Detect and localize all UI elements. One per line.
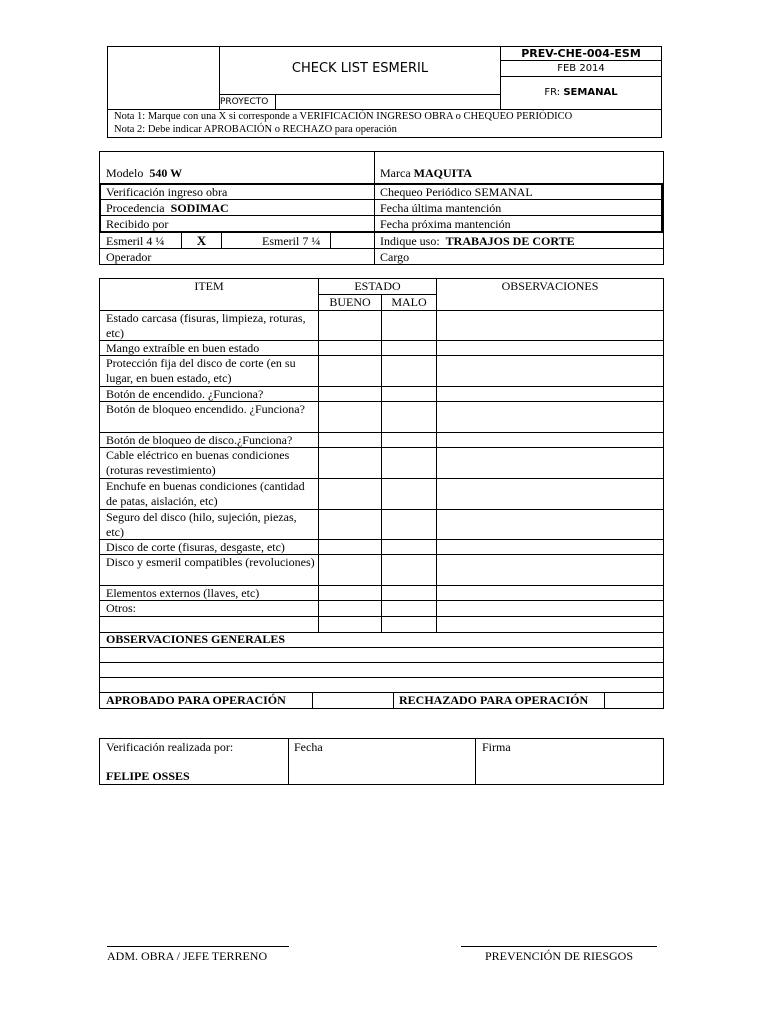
checklist-item-observaciones-cell[interactable] — [437, 341, 663, 355]
checklist-item-observaciones-cell[interactable] — [437, 387, 663, 401]
uso-label: Indique uso: — [380, 234, 440, 248]
checklist-item-observaciones-cell[interactable] — [437, 540, 663, 554]
signature-line-right — [461, 946, 657, 947]
page-title: CHECK LIST ESMERIL — [291, 61, 429, 76]
fecha-label: Fecha — [294, 740, 323, 754]
checklist-item-observaciones-cell[interactable] — [437, 479, 663, 509]
checklist-item-label: Cable eléctrico en buenas condiciones (roturas revestimiento) — [106, 448, 290, 477]
checklist-item-observaciones-cell[interactable] — [437, 617, 663, 632]
checklist-item-label: Enchufe en buenas condiciones (cantidad de patas, aislación, etc) — [106, 479, 305, 508]
document-date: FEB 2014 — [557, 63, 605, 74]
checklist-item-malo-cell[interactable] — [382, 356, 436, 386]
checklist-item-observaciones-cell[interactable] — [437, 356, 663, 386]
checklist-item-malo-cell[interactable] — [382, 555, 436, 585]
logo-cell — [108, 47, 219, 109]
esmeril-4-mark[interactable]: X — [196, 233, 207, 248]
col-bueno-header: BUENO — [329, 295, 371, 309]
checklist-item-malo-cell[interactable] — [382, 311, 436, 340]
checklist-item-bueno-cell[interactable] — [319, 586, 381, 600]
checklist-item-malo-cell[interactable] — [382, 617, 436, 632]
document-code: PREV-CHE-004-ESM — [521, 47, 641, 60]
checklist-item-bueno-cell[interactable] — [319, 510, 381, 539]
verificacion-realizada-label: Verificación realizada por: — [106, 740, 234, 754]
fecha-proxima-label: Fecha próxima mantención — [380, 217, 511, 231]
observaciones-generales-line-3[interactable] — [100, 678, 663, 692]
checklist-item-observaciones-cell[interactable] — [437, 601, 663, 616]
chequeo-periodico-label[interactable]: Chequeo Periódico SEMANAL — [380, 185, 533, 199]
frequency-field — [501, 86, 661, 100]
checklist-item-label: Otros: — [106, 601, 136, 615]
checklist-item-malo-cell[interactable] — [382, 540, 436, 554]
checklist-item-label: Elementos externos (llaves, etc) — [106, 586, 260, 600]
modelo-label: Modelo — [106, 166, 144, 180]
observaciones-generales-line-2[interactable] — [100, 663, 663, 677]
checklist-item-bueno-cell[interactable] — [319, 555, 381, 585]
checklist-item-label: Botón de bloqueo de disco.¿Funciona? — [106, 433, 293, 447]
checklist-item-bueno-cell[interactable] — [319, 356, 381, 386]
marca-field — [380, 166, 472, 180]
col-observaciones-header: OBSERVACIONES — [501, 279, 599, 293]
checklist-item-observaciones-cell[interactable] — [437, 510, 663, 539]
checklist-item-malo-cell[interactable] — [382, 601, 436, 616]
checklist-item-bueno-cell[interactable] — [319, 311, 381, 340]
checklist-item-bueno-cell[interactable] — [319, 540, 381, 554]
esmeril-7-label: Esmeril 7 ¼ — [262, 234, 321, 248]
signature-right-label: PREVENCIÓN DE RIESGOS — [484, 949, 633, 963]
signature-left-label: ADM. OBRA / JEFE TERRENO — [107, 949, 268, 963]
checklist-item-malo-cell[interactable] — [382, 341, 436, 355]
proyecto-value[interactable] — [280, 95, 495, 108]
col-item-header: ITEM — [194, 279, 224, 293]
checklist-item-observaciones-cell[interactable] — [437, 433, 663, 447]
col-estado-header: ESTADO — [354, 279, 401, 293]
checklist-item-bueno-cell[interactable] — [319, 341, 381, 355]
operador-label: Operador — [106, 250, 152, 264]
verificacion-ingreso-label[interactable]: Verificación ingreso obra — [106, 185, 228, 199]
checklist-item-label: Protección fija del disco de corte (en su lugar, en buen estado, etc) — [106, 356, 296, 385]
checklist-item-bueno-cell[interactable] — [319, 479, 381, 509]
uso-value[interactable]: TRABAJOS DE CORTE — [445, 234, 575, 248]
checklist-item-observaciones-cell[interactable] — [437, 586, 663, 600]
note-1: Nota 1: Marque con una X si corresponde a VERIFICACIÓN INGRESO OBRA o CHEQUEO PERIÓDICO — [114, 111, 573, 122]
rechazado-label: RECHAZADO PARA OPERACIÓN — [399, 693, 589, 707]
verificacion-realizada-value[interactable]: FELIPE OSSES — [106, 769, 190, 783]
procedencia-field — [106, 201, 229, 215]
esmeril-4-label: Esmeril 4 ¼ — [106, 234, 165, 248]
marca-label: Marca — [380, 166, 411, 180]
checklist-item-bueno-cell[interactable] — [319, 617, 381, 632]
procedencia-label: Procedencia — [106, 201, 165, 215]
checklist-item-malo-cell[interactable] — [382, 586, 436, 600]
uso-field — [380, 234, 575, 248]
modelo-value[interactable]: 540 W — [149, 166, 183, 180]
checklist-item-bueno-cell[interactable] — [319, 601, 381, 616]
checklist-item-malo-cell[interactable] — [382, 510, 436, 539]
checklist-item-observaciones-cell[interactable] — [437, 448, 663, 478]
checklist-item-label: Mango extraíble en buen estado — [106, 341, 260, 355]
checklist-item-label: Disco de corte (fisuras, desgaste, etc) — [106, 540, 285, 554]
firma-label: Firma — [482, 740, 511, 754]
recibido-label: Recibido por — [106, 217, 169, 231]
checklist-item-bueno-cell[interactable] — [319, 433, 381, 447]
observaciones-generales-label: OBSERVACIONES GENERALES — [106, 632, 286, 646]
checklist-item-label: Estado carcasa (fisuras, limpieza, roturas, etc) — [106, 311, 306, 340]
marca-value[interactable]: MAQUITA — [413, 166, 473, 180]
checklist-item-malo-cell[interactable] — [382, 479, 436, 509]
checklist-item-malo-cell[interactable] — [382, 433, 436, 447]
frequency-label: FR: — [544, 87, 561, 98]
checklist-item-observaciones-cell[interactable] — [437, 555, 663, 585]
proyecto-label: PROYECTO — [220, 97, 269, 107]
checklist-item-malo-cell[interactable] — [382, 448, 436, 478]
checklist-item-label: Seguro del disco (hilo, sujeción, piezas, etc) — [106, 510, 297, 539]
checklist-item-observaciones-cell[interactable] — [437, 402, 663, 432]
checklist-item-bueno-cell[interactable] — [319, 387, 381, 401]
rechazado-mark[interactable] — [605, 693, 663, 707]
aprobado-mark[interactable] — [313, 693, 393, 707]
checklist-item-observaciones-cell[interactable] — [437, 311, 663, 340]
checklist-item-malo-cell[interactable] — [382, 402, 436, 432]
observaciones-generales-line-1[interactable] — [100, 648, 663, 662]
signature-line-left — [107, 946, 289, 947]
checklist-item-malo-cell[interactable] — [382, 387, 436, 401]
checklist-item-label: Botón de encendido. ¿Funciona? — [106, 387, 264, 401]
checklist-item-bueno-cell[interactable] — [319, 402, 381, 432]
modelo-field — [106, 166, 182, 180]
fecha-ultima-label: Fecha última mantención — [380, 201, 502, 215]
note-2: Nota 2: Debe indicar APROBACIÓN o RECHAZO para operación — [114, 124, 397, 135]
checklist-item-bueno-cell[interactable] — [319, 448, 381, 478]
procedencia-value[interactable]: SODIMAC — [170, 201, 229, 215]
checklist-item-label: Botón de bloqueo encendido. ¿Funciona? — [106, 402, 305, 416]
frequency-value: SEMANAL — [563, 87, 618, 98]
aprobado-label: APROBADO PARA OPERACIÓN — [106, 693, 286, 707]
col-malo-header: MALO — [391, 295, 427, 309]
checklist-item-label: Disco y esmeril compatibles (revoluciones) — [106, 555, 315, 569]
cargo-label: Cargo — [380, 250, 410, 264]
